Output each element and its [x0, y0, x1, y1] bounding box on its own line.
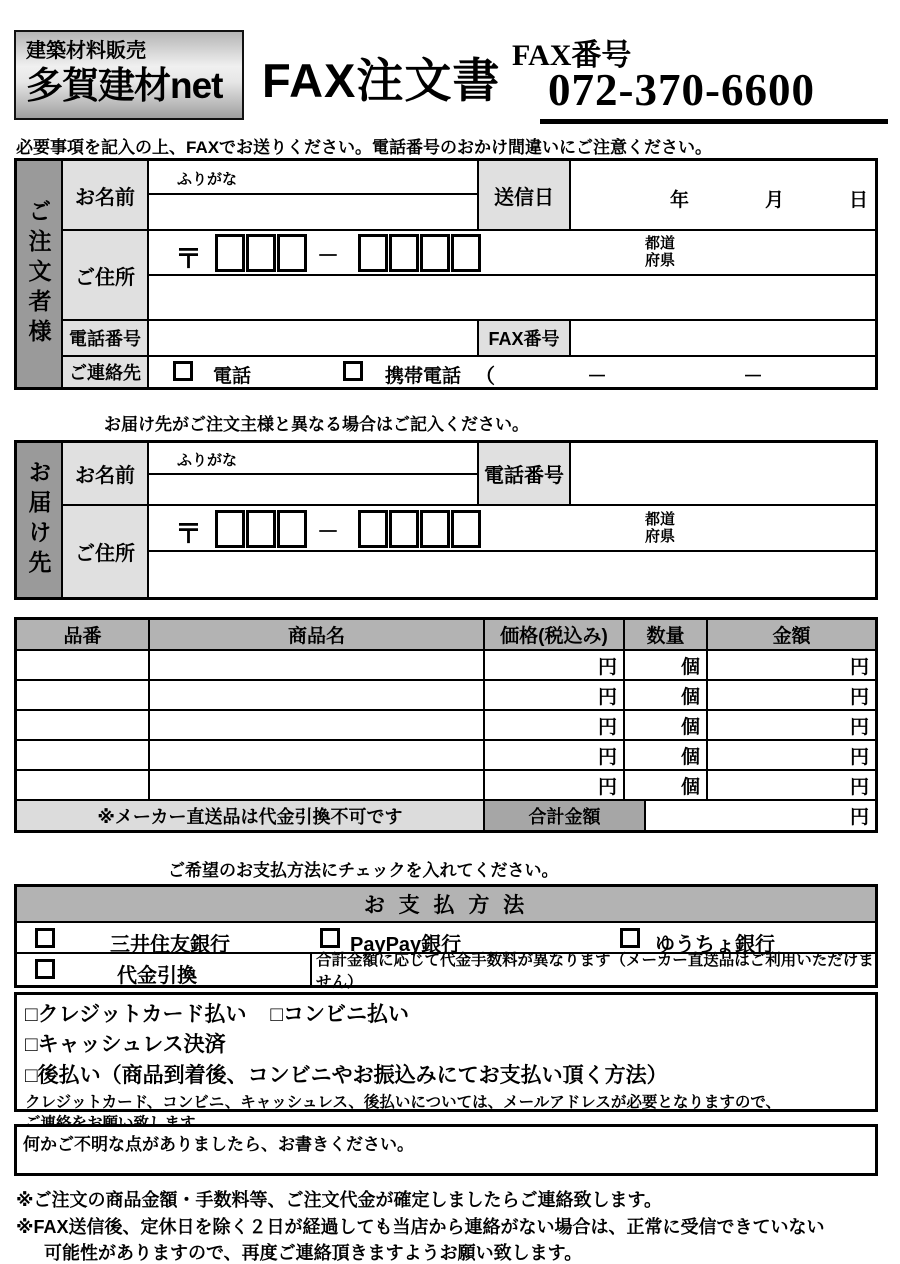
contact-dash1: －	[587, 366, 607, 388]
checkbox-phone[interactable]	[173, 361, 193, 381]
postal-digit-box[interactable]	[246, 234, 276, 272]
form-instruction: 必要事項を記入の上、FAXでお送りください。電話番号のおかけ間違いにご注意ください。	[16, 138, 713, 157]
postal-digit-box[interactable]	[420, 234, 450, 272]
checkbox-mobile[interactable]	[343, 361, 363, 381]
postal-digit-box[interactable]	[420, 510, 450, 548]
direct-ship-note-cell: ※メーカー直送品は代金引換不可です	[17, 801, 485, 830]
postal-mark: 〒	[175, 519, 202, 549]
item-quantity-cell[interactable]: 個	[625, 771, 708, 801]
date-day-label: 日	[849, 190, 869, 211]
delivery-section-band	[17, 443, 63, 597]
option-credit-card[interactable]: □クレジットカード払い	[25, 1003, 247, 1026]
orderer-section-label: ご注文者様	[25, 199, 52, 349]
bank-yucho-label: ゆうちょ銀行	[655, 934, 775, 956]
col-header-part-number: 品番	[17, 620, 150, 651]
item-amount-cell[interactable]: 円	[708, 771, 875, 801]
other-payment-line1	[25, 1000, 867, 1030]
postal-digit-box[interactable]	[358, 510, 388, 548]
postal-digit-box[interactable]	[215, 234, 245, 272]
postal-digit-box[interactable]	[215, 510, 245, 548]
logo-company-name: 多賀建材net	[26, 65, 223, 106]
contact-paren: （	[475, 366, 495, 388]
payment-table	[14, 884, 878, 991]
col-header-amount: 金額	[708, 620, 875, 651]
item-price-cell[interactable]: 円	[485, 711, 625, 741]
orderer-name-input-area[interactable]	[149, 195, 479, 231]
item-part-number-input[interactable]	[17, 771, 150, 801]
postal-digit-box[interactable]	[358, 234, 388, 272]
item-part-number-input[interactable]	[17, 741, 150, 771]
contact-mobile-label: 携帯電話	[385, 366, 462, 387]
item-part-number-input[interactable]	[17, 651, 150, 681]
delivery-phone-label: 電話番号	[479, 443, 571, 506]
option-atobarai[interactable]: □後払い（商品到着後、コンビニやお振込みにてお支払い頂く方法）	[25, 1063, 668, 1087]
postal-digit-box[interactable]	[389, 510, 419, 548]
item-quantity-cell[interactable]: 個	[625, 681, 708, 711]
payment-cod-cell	[17, 954, 312, 985]
send-date-label: 送信日	[479, 161, 571, 231]
total-label-cell: 合計金額	[485, 801, 646, 830]
contact-method-cell	[149, 357, 875, 387]
orderer-address-input-area[interactable]	[149, 276, 875, 321]
total-amount-cell[interactable]: 円	[849, 807, 869, 828]
item-product-name-input[interactable]	[150, 681, 485, 711]
checkbox-bank-smbc[interactable]	[35, 928, 55, 948]
bottom-note-2-line1: ※FAX送信後、定休日を除く２日が経過しても当店から連絡がない場合は、正常に受信できていない	[16, 1217, 825, 1237]
orderer-furigana-cell[interactable]	[149, 161, 479, 195]
delivery-table	[14, 440, 878, 600]
fax-number-value: 072-370-6600	[548, 65, 815, 115]
item-quantity-cell[interactable]: 個	[625, 711, 708, 741]
delivery-name-label: お名前	[63, 443, 149, 506]
orderer-fax-label: FAX番号	[479, 321, 571, 357]
checkbox-bank-yucho[interactable]	[620, 928, 640, 948]
contact-phone-label: 電話	[213, 366, 252, 387]
delivery-name-input-area[interactable]	[149, 475, 479, 506]
postal-digit-box[interactable]	[451, 510, 481, 548]
postal-digit-box[interactable]	[389, 234, 419, 272]
delivery-phone-input-area[interactable]	[571, 443, 875, 506]
item-amount-cell[interactable]: 円	[708, 711, 875, 741]
contact-method-label: ご連絡先	[63, 357, 149, 387]
bank-smbc-label: 三井住友銀行	[110, 934, 230, 956]
bank-paypay-label: PayPay銀行	[350, 934, 462, 956]
item-amount-cell[interactable]: 円	[708, 651, 875, 681]
orderer-postal-cell[interactable]	[149, 231, 875, 276]
cod-label: 代金引換	[117, 965, 197, 987]
orderer-phone-input-area[interactable]	[149, 321, 479, 357]
option-konbini[interactable]: □コンビニ払い	[270, 1003, 410, 1026]
orderer-section-band	[17, 161, 63, 387]
delivery-address-input-area[interactable]	[149, 552, 875, 597]
prefecture-label: 都道 府県	[644, 235, 675, 270]
item-price-cell[interactable]: 円	[485, 741, 625, 771]
logo-tagline: 建築材料販売	[26, 40, 146, 62]
orderer-table	[14, 158, 878, 390]
checkbox-cod[interactable]	[35, 959, 55, 979]
postal-digit-box[interactable]	[277, 510, 307, 548]
cod-fee-note-cell: 合計金額に応じて代金手数料が異なります（メーカー直送品はご利用いただけません）	[316, 951, 874, 991]
delivery-address-label: ご住所	[63, 506, 149, 597]
item-product-name-input[interactable]	[150, 741, 485, 771]
col-header-quantity: 数量	[625, 620, 708, 651]
bottom-note-2-line2: 可能性がありますので、再度ご連絡頂きますようお願い致します。	[44, 1243, 583, 1263]
fax-number-underline	[540, 119, 888, 124]
date-year-label: 年	[670, 190, 690, 211]
contact-dash2: －	[743, 366, 763, 388]
postal-dash: －	[317, 519, 340, 544]
orderer-fax-input-area[interactable]	[571, 321, 875, 357]
item-price-cell[interactable]: 円	[485, 771, 625, 801]
postal-dash: －	[317, 243, 340, 268]
postal-digit-box[interactable]	[451, 234, 481, 272]
col-header-price: 価格(税込み)	[485, 620, 625, 651]
page-title: FAX注文書	[262, 54, 501, 107]
orderer-furigana-label: ふりがな	[177, 171, 238, 188]
item-part-number-input[interactable]	[17, 681, 150, 711]
send-date-input-area[interactable]	[571, 161, 875, 231]
prefecture-label: 都道 府県	[644, 511, 675, 546]
item-price-cell[interactable]: 円	[485, 681, 625, 711]
item-amount-cell[interactable]: 円	[708, 741, 875, 771]
item-quantity-cell[interactable]: 個	[625, 651, 708, 681]
postal-mark: 〒	[175, 244, 202, 274]
postal-digit-box[interactable]	[246, 510, 276, 548]
date-month-label: 月	[765, 190, 785, 211]
item-quantity-cell[interactable]: 個	[625, 741, 708, 771]
payment-note: ご希望のお支払方法にチェックを入れてください。	[168, 861, 559, 880]
other-payment-email-note-1: クレジットカード、コンビニ、キャッシュレス、後払いについては、メールアドレスが必要となりますので、	[25, 1094, 782, 1112]
postal-digit-box[interactable]	[277, 234, 307, 272]
fax-number-label: FAX番号	[512, 39, 632, 72]
comments-box-label: 何かご不明な点がありましたら、お書きください。	[23, 1135, 414, 1154]
orderer-name-label: お名前	[63, 161, 149, 231]
checkbox-bank-paypay[interactable]	[320, 928, 340, 948]
delivery-note: お届け先がご注文主様と異なる場合はご記入ください。	[104, 415, 529, 434]
item-price-cell[interactable]: 円	[485, 651, 625, 681]
delivery-section-label: お届け先	[25, 460, 52, 580]
item-product-name-input[interactable]	[150, 711, 485, 741]
company-logo	[14, 30, 244, 120]
item-product-name-input[interactable]	[150, 771, 485, 801]
orderer-phone-label: 電話番号	[63, 321, 149, 357]
items-table	[14, 617, 878, 833]
delivery-furigana-cell[interactable]	[149, 443, 479, 475]
item-product-name-input[interactable]	[150, 651, 485, 681]
item-part-number-input[interactable]	[17, 711, 150, 741]
orderer-address-label: ご住所	[63, 231, 149, 321]
option-cashless[interactable]: □キャッシュレス決済	[25, 1033, 226, 1057]
delivery-postal-cell[interactable]	[149, 506, 875, 552]
item-amount-cell[interactable]: 円	[708, 681, 875, 711]
payment-header: お 支 払 方 法	[17, 887, 875, 923]
other-payment-box	[14, 992, 878, 1112]
col-header-product-name: 商品名	[150, 620, 485, 651]
comments-box[interactable]	[14, 1124, 878, 1176]
delivery-furigana-label: ふりがな	[177, 452, 238, 469]
bottom-note-1: ※ご注文の商品金額・手数料等、ご注文代金が確定しましたらご連絡致します。	[16, 1190, 663, 1210]
